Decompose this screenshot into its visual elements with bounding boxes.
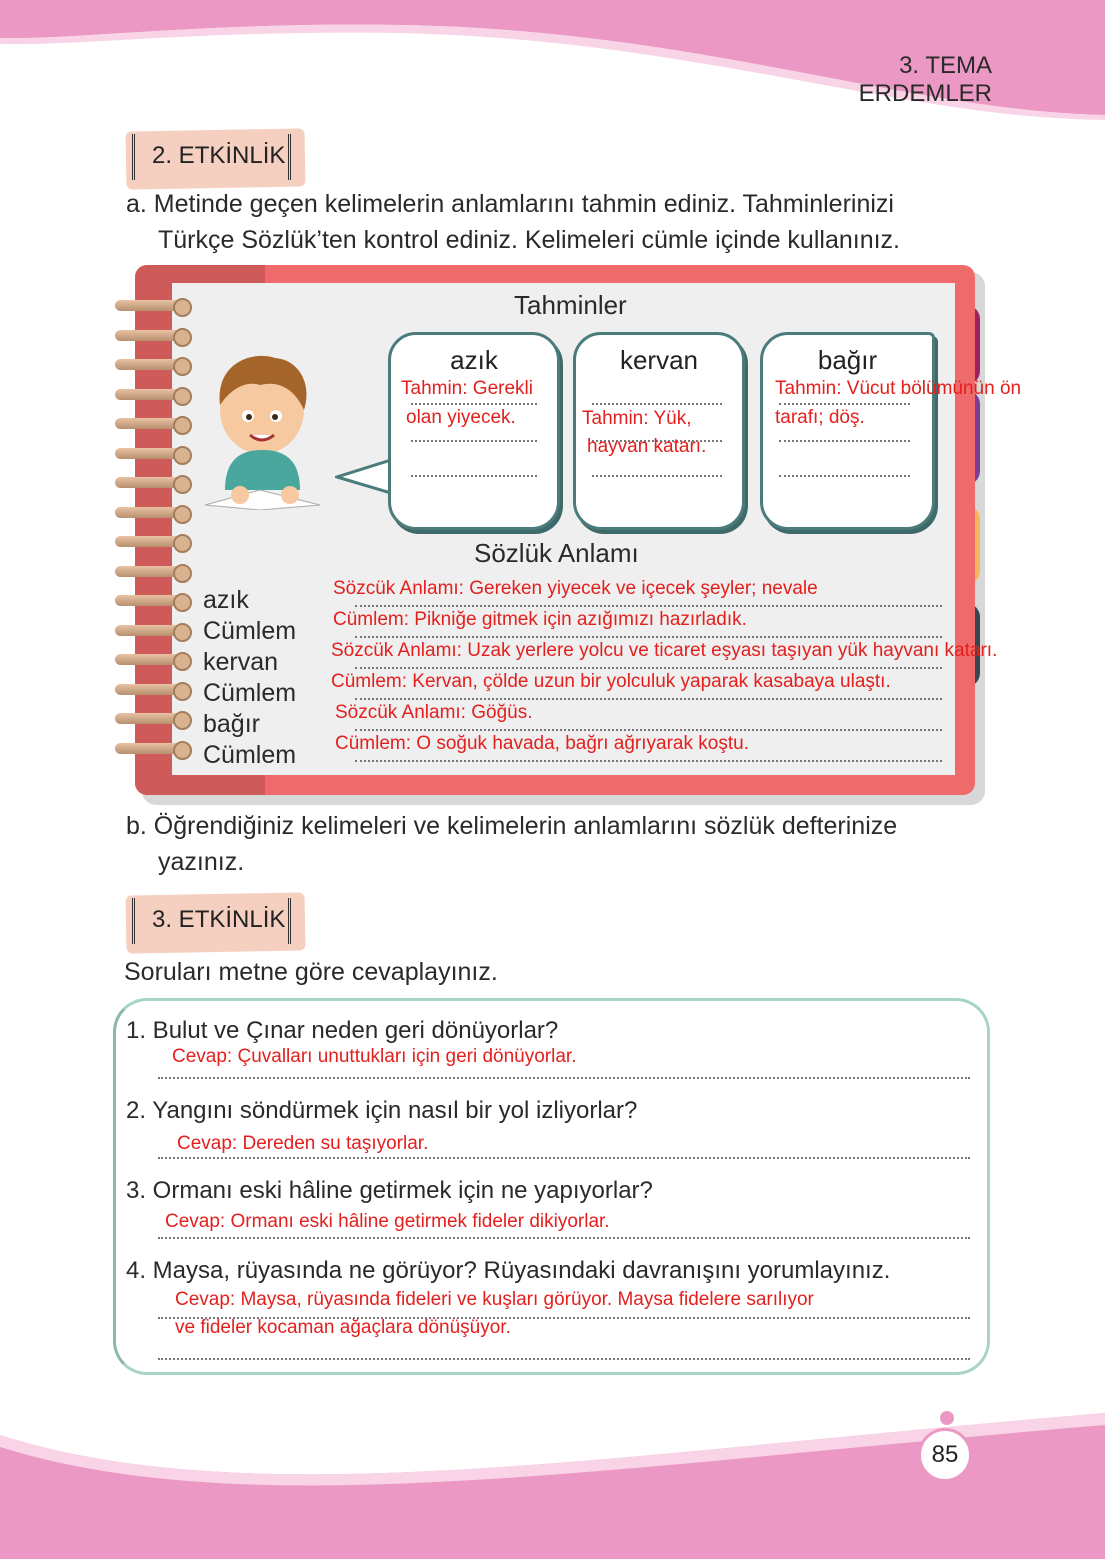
guess-bubble-azik [388, 332, 560, 530]
answer-text: Cevap: Çuvalları unuttukları için geri dönüyorlar. [172, 1046, 577, 1067]
bubble-word: kervan [619, 345, 699, 375]
row-label: azık [203, 586, 249, 614]
spiral-ring [115, 418, 190, 429]
theme-title: ERDEMLER [858, 80, 992, 107]
instruction-a-line2: Türkçe Sözlük’ten kontrol ediniz. Kelimeleri cümle içinde kullanınız. [158, 226, 900, 254]
decor-dot [940, 1411, 954, 1425]
spiral-ring [115, 625, 190, 636]
row-answer: Cümlem: O soğuk havada, bağrı ağrıyarak koştu. [335, 733, 749, 754]
child-writing-illustration [200, 350, 325, 510]
row-label: Cümlem [203, 741, 297, 769]
dictionary-title: Sözlük Anlamı [474, 538, 639, 568]
badge-label: 3. ETKİNLİK [152, 906, 286, 933]
theme-number: 3. TEMA [899, 52, 992, 79]
bubble-answer: Tahmin: Yük, [582, 408, 692, 429]
bubble-answer: Tahmin: Gerekli [401, 378, 533, 399]
guesses-title: Tahminler [514, 290, 627, 320]
spiral-ring [115, 743, 190, 754]
instruction-a-line1: a. Metinde geçen kelimelerin anlamlarını tahmin ediniz. Tahminlerinizi [126, 190, 894, 218]
answer-text: Cevap: Dereden su taşıyorlar. [177, 1133, 429, 1154]
answer-line [158, 1077, 970, 1079]
badge-label: 2. ETKİNLİK [152, 142, 286, 169]
answer-line [158, 1157, 970, 1159]
row-label: kervan [203, 648, 279, 676]
activity-3-badge [120, 890, 305, 952]
answer-text: ve fideler kocaman ağaçlara dönüşüyor. [175, 1317, 511, 1338]
bubble-answer: Tahmin: Vücut bölümünün ön [775, 378, 1022, 399]
spiral-ring [115, 389, 190, 400]
answer-line [158, 1237, 970, 1239]
row-label: bağır [203, 710, 260, 738]
answer-text: Cevap: Ormanı eski hâline getirmek fideler dikiyorlar. [165, 1211, 610, 1232]
row-label: Cümlem [203, 679, 297, 707]
spiral-ring [115, 359, 190, 370]
bubble-answer: olan yiyecek. [406, 407, 516, 428]
instruction-b-line2: yazınız. [158, 848, 245, 876]
row-label: Cümlem [203, 617, 297, 645]
spiral-ring [115, 536, 190, 547]
question-text: 3. Ormanı eski hâline getirmek için ne yapıyorlar? [126, 1177, 653, 1204]
spiral-ring [115, 684, 190, 695]
answer-text: Cevap: Maysa, rüyasında fideleri ve kuşları görüyor. Maysa fidelere sarılıyor [175, 1289, 814, 1310]
spiral-ring [115, 300, 190, 311]
question-text: 4. Maysa, rüyasında ne görüyor? Rüyasındaki davranışını yorumlayınız. [126, 1257, 891, 1284]
spiral-ring [115, 507, 190, 518]
activity-3-instruction: Soruları metne göre cevaplayınız. [124, 958, 498, 986]
row-answer: Cümlem: Kervan, çölde uzun bir yolculuk yaparak kasabaya ulaştı. [331, 671, 891, 692]
guess-bubble-kervan [573, 332, 745, 530]
theme-header [859, 52, 992, 108]
spiral-ring [115, 448, 190, 459]
question-text: 2. Yangını söndürmek için nasıl bir yol izliyorlar? [126, 1097, 638, 1124]
row-answer: Sözcük Anlamı: Gereken yiyecek ve içecek şeyler; nevale [333, 578, 818, 599]
instruction-b-line1: b. Öğrendiğiniz kelimeleri ve kelimelerin anlamlarını sözlük defterinize [126, 812, 898, 840]
spiral-ring [115, 713, 190, 724]
row-answer: Sözcük Anlamı: Göğüs. [335, 702, 533, 723]
answer-line [158, 1358, 970, 1360]
spiral-ring [115, 595, 190, 606]
page-number: 85 [918, 1428, 972, 1482]
row-answer: Sözcük Anlamı: Uzak yerlere yolcu ve ticaret eşyası taşıyan yük hayvanı katarı. [331, 640, 998, 661]
activity-2-badge [120, 126, 305, 188]
guess-bubble-bagir [760, 332, 1022, 530]
spiral-ring [115, 566, 190, 577]
row-answer: Cümlem: Pikniğe gitmek için azığımızı hazırladık. [333, 609, 747, 630]
spiral-ring [115, 477, 190, 488]
bubble-word: bağır [817, 345, 878, 375]
spiral-ring [115, 654, 190, 665]
bubble-answer: tarafı; döş. [775, 407, 865, 428]
spiral-ring [115, 330, 190, 341]
bubble-answer: hayvan katarı. [587, 436, 707, 457]
speech-bubble-tail [335, 455, 395, 500]
question-text: 1. Bulut ve Çınar neden geri dönüyorlar? [126, 1017, 559, 1044]
bubble-word: azık [450, 345, 498, 375]
